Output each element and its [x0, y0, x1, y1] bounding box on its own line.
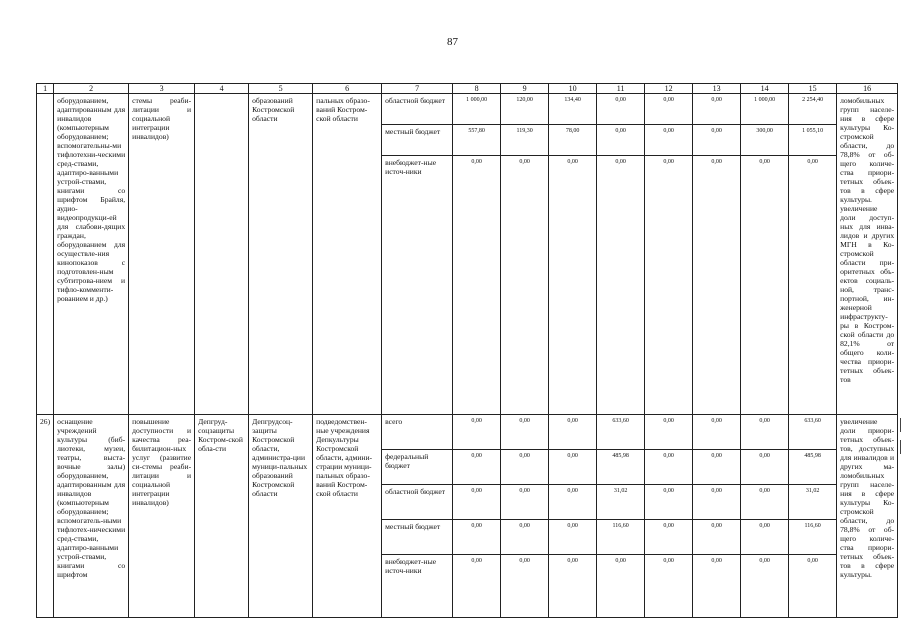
funding-value: 0,00 — [645, 94, 693, 125]
row-number: 26) — [37, 415, 54, 618]
funding-value: 0,00 — [501, 555, 549, 618]
column-header: 10 — [549, 84, 597, 94]
funding-source: областной бюджет — [382, 485, 453, 520]
funding-value: 0,00 — [501, 156, 549, 415]
funding-value: 119,30 — [501, 125, 549, 156]
funding-value: 0,00 — [549, 520, 597, 555]
measure-description: оборудованием, адаптированным для инвалидов (компьютерным оборудованием; вспомогательны-ми тифлотехни-ческими сред-ствами, адаптиро-ванными устрой-ствами, книгами со шрифтом Брайля, аудио-видеопродукци-ей для слабови-дящих граждан, оборудованием для осуществле-ния кинопоказов с подготовлен-ным субтитрова-нием и тифло-комменти-рованием и др.) — [54, 94, 129, 415]
column-header: 1 — [37, 84, 54, 94]
funding-value: 0,00 — [693, 450, 741, 485]
participants: подведомствен-ные учреждения Депкультуры Костромской области, админи-страции муници-пальных образо-ваний Костром-ской области — [313, 415, 382, 618]
funding-value: 0,00 — [789, 555, 837, 618]
funding-value: 31,02 — [789, 485, 837, 520]
funding-value: 0,00 — [645, 156, 693, 415]
funding-value: 116,60 — [597, 520, 645, 555]
funding-source: федеральный бюджет — [382, 450, 453, 485]
funding-value: 78,00 — [549, 125, 597, 156]
funding-value: 557,80 — [453, 125, 501, 156]
responsible-executor — [195, 94, 249, 415]
funding-value: 0,00 — [453, 415, 501, 450]
expected-result: увеличение доли приори-тетных объек-тов, доступных для инвалидов и других ма-ломобильных групп населе-ния в сфере культуры Ко-стромской области, до 78,8% от об-щего количе-ства приори-тетных объек-тов в сфере культуры. — [837, 415, 898, 618]
funding-value: 633,60 — [597, 415, 645, 450]
funding-value: 0,00 — [741, 555, 789, 618]
column-header: 5 — [249, 84, 313, 94]
funding-value: 0,00 — [597, 555, 645, 618]
funding-value: 0,00 — [453, 156, 501, 415]
funding-value: 120,00 — [501, 94, 549, 125]
funding-value: 0,00 — [741, 520, 789, 555]
column-header: 6 — [313, 84, 382, 94]
funding-value: 0,00 — [645, 555, 693, 618]
task-description: стемы реаби-литации и социальной интеграции инвалидов) — [129, 94, 195, 415]
measure-description: оснащение учреждений культуры (биб-лиотеки, музеи, театры, выста-вочные залы) оборудованием, адаптированным для инвалидов (компьютерным оборудованием; вспомогатель-ными тифлотех-ническими сред-ствами, адаптиро-ванными устрой-ствами, книгами со шрифтом — [54, 415, 129, 618]
funding-value: 116,60 — [789, 520, 837, 555]
funding-value: 0,00 — [645, 415, 693, 450]
table-row — [37, 415, 898, 450]
funding-value: 0,00 — [597, 156, 645, 415]
funding-source: местный бюджет — [382, 520, 453, 555]
funding-value: 0,00 — [645, 485, 693, 520]
funding-value: 0,00 — [501, 520, 549, 555]
funding-value: 0,00 — [741, 450, 789, 485]
funding-value: 31,02 — [597, 485, 645, 520]
funding-value: 0,00 — [453, 520, 501, 555]
funding-value: 1 055,10 — [789, 125, 837, 156]
column-header: 15 — [789, 84, 837, 94]
funding-value: 0,00 — [501, 485, 549, 520]
funding-value: 0,00 — [453, 555, 501, 618]
funding-value: 0,00 — [453, 485, 501, 520]
task-description: повышение доступности и качества реа-билитацион-ных услуг (развитие си-стемы реаби-литации и социальной интеграции инвалидов) — [129, 415, 195, 618]
column-header: 3 — [129, 84, 195, 94]
participants: пальных образо-ваний Костром-ской области — [313, 94, 382, 415]
co-executors: Депгрудсоц-защиты Костромской области, администра-ции муници-пальных образований Костромской области — [249, 415, 313, 618]
funding-value: 0,00 — [453, 450, 501, 485]
funding-value: 0,00 — [597, 125, 645, 156]
funding-value: 0,00 — [789, 156, 837, 415]
co-executors: образований Костромской области — [249, 94, 313, 415]
scan-edge-mark — [900, 440, 901, 454]
funding-value: 0,00 — [549, 555, 597, 618]
funding-value: 0,00 — [645, 450, 693, 485]
funding-source: областной бюджет — [382, 94, 453, 125]
column-header: 13 — [693, 84, 741, 94]
responsible-executor: Депгруд-соцзащиты Костром-ской обла-сти — [195, 415, 249, 618]
funding-value: 0,00 — [549, 450, 597, 485]
scan-edge-mark — [900, 418, 901, 432]
column-header: 12 — [645, 84, 693, 94]
funding-value: 0,00 — [693, 94, 741, 125]
funding-value: 2 254,40 — [789, 94, 837, 125]
funding-value: 0,00 — [741, 485, 789, 520]
funding-value: 0,00 — [741, 156, 789, 415]
funding-value: 0,00 — [693, 485, 741, 520]
funding-value: 0,00 — [597, 94, 645, 125]
funding-value: 1 000,00 — [741, 94, 789, 125]
funding-source: всего — [382, 415, 453, 450]
funding-value: 0,00 — [741, 415, 789, 450]
funding-source: местный бюджет — [382, 125, 453, 156]
funding-value: 0,00 — [693, 555, 741, 618]
funding-value: 485,98 — [597, 450, 645, 485]
funding-value: 485,98 — [789, 450, 837, 485]
column-header: 14 — [741, 84, 789, 94]
header-row — [37, 84, 898, 94]
funding-value: 0,00 — [693, 156, 741, 415]
column-header: 2 — [54, 84, 129, 94]
column-header: 11 — [597, 84, 645, 94]
program-table — [36, 83, 898, 618]
page-number: 87 — [447, 36, 458, 48]
funding-value: 1 000,00 — [453, 94, 501, 125]
funding-value: 134,40 — [549, 94, 597, 125]
funding-source: внебюджет-ные источ-ники — [382, 156, 453, 415]
funding-value: 0,00 — [549, 415, 597, 450]
funding-value: 0,00 — [693, 415, 741, 450]
funding-value: 633,60 — [789, 415, 837, 450]
funding-value: 0,00 — [549, 156, 597, 415]
column-header: 4 — [195, 84, 249, 94]
column-header: 16 — [837, 84, 898, 94]
funding-value: 300,00 — [741, 125, 789, 156]
expected-result: ломобильных групп населе-ния в сфере культуры Ко-стромской области, до 78,8% от об-щего количе-ства приори-тетных объек-тов в сфере культуры. увеличение доли доступ-ных для инва-лидов и других МГН в Ко-стромской области при-оритетных объ-ектов социаль-ной, транс-портной, ин-женерной инфраструкту-ры в Костром-ской области до 82,1% от общего коли-чества приори-тетных объек-тов — [837, 94, 898, 415]
row-number — [37, 94, 54, 415]
column-header: 9 — [501, 84, 549, 94]
table-body — [37, 84, 898, 618]
column-header: 8 — [453, 84, 501, 94]
funding-value: 0,00 — [693, 520, 741, 555]
funding-value: 0,00 — [549, 485, 597, 520]
table-row — [37, 94, 898, 125]
funding-value: 0,00 — [501, 450, 549, 485]
funding-value: 0,00 — [501, 415, 549, 450]
column-header: 7 — [382, 84, 453, 94]
funding-value: 0,00 — [645, 520, 693, 555]
funding-source: внебюджет-ные источ-ники — [382, 555, 453, 618]
funding-value: 0,00 — [693, 125, 741, 156]
funding-value: 0,00 — [645, 125, 693, 156]
